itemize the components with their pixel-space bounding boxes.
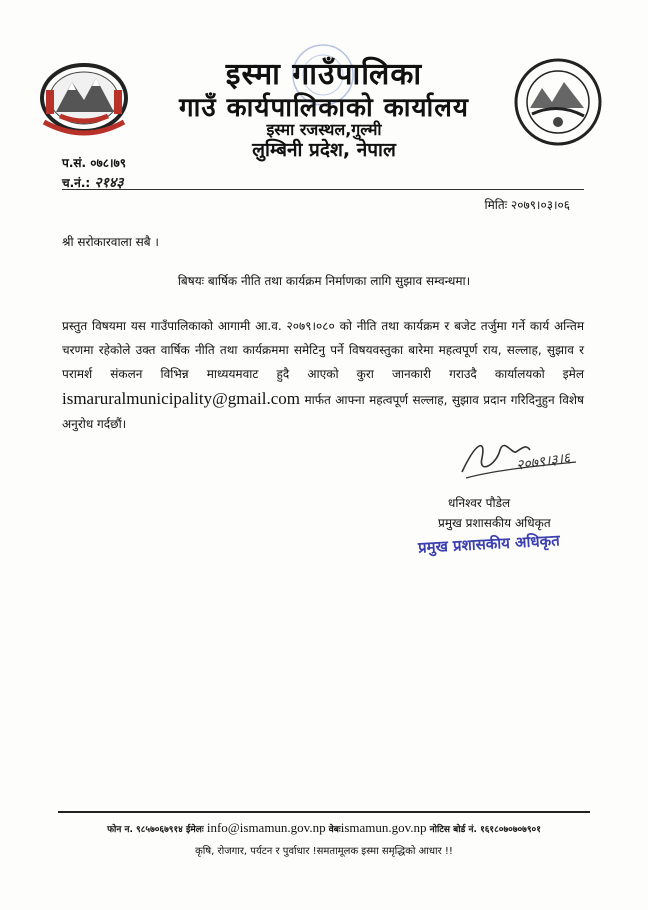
letter-date: मितिः २०७९।०३।०६ — [484, 198, 570, 212]
body-email: ismaruralmunicipality@gmail.com — [62, 388, 301, 408]
footer-slogan: कृषि, रोजगार, पर्यटन र पुर्वाधार !समतामूलक इस्मा समृद्धिको आधार !! — [195, 846, 453, 857]
phone-label: फोन न. — [107, 825, 133, 835]
municipality-name: इस्मा गाउँपालिका — [225, 57, 423, 92]
web-label: वेबः — [328, 825, 341, 835]
header-divider — [62, 189, 584, 190]
body-text: प्रस्तुत विषयमा यस गाउँपालिकाको आगामी आ.व. २०७९।०८० को नीति तथा कार्यक्रम र बजेट तर्जुमा गर्ने कार्य अन्तिम चरणमा रहेकोले उक्त वार्षिक नीति तथा कार्यक्रममा समेटिनु पर्ने विषयवस्तुका बारेमा महत्वपूर्ण राय, सल्लाह, सुझाव र परामर्श संकलन विभिन्न माध्ययमवाट हुदै आएको कुरा जानकारी गराउदै कार्यालयको इमेल — [62, 319, 584, 382]
notice-label: नोटिस बोर्ड नं. — [429, 825, 477, 835]
chalani-label: च.नं.: — [62, 176, 91, 190]
post-stamp: प्रमुख प्रशासकीय अधिकृत — [417, 531, 561, 557]
footer-divider — [58, 811, 590, 813]
body-text-end: मार्फत आफ्ना महत्वपूर्ण सल्लाह, सुझाव प्रदान गरिदिनुहुन विशेष अनुरोध गर्दछौं। — [62, 392, 584, 431]
footer-email-link[interactable]: info@ismamun.gov.np — [206, 820, 326, 835]
letter-body — [62, 314, 584, 436]
phone-number: ९८५७०६७९१४ — [136, 825, 183, 835]
notice-number: १६१८०७०७०७९०१ — [480, 825, 541, 835]
office-name: गाउँ कार्यपालिकाको कार्यालय — [179, 93, 469, 123]
chalani-value: २१४३ — [94, 175, 124, 191]
province-country: लुम्बिनी प्रदेश, नेपाल — [252, 139, 396, 161]
footer-web-link[interactable]: ismamun.gov.np — [340, 820, 427, 835]
office-address: इस्मा रजस्थल,गुल्मी — [266, 120, 382, 139]
signature-date: २०७९।३।६ — [515, 450, 572, 474]
signatory-name: धनिश्वर पौडेल — [448, 496, 511, 510]
patra-label: प.सं. — [62, 156, 87, 170]
footer-contact — [0, 820, 648, 836]
email-label: ईमेलः — [185, 825, 204, 835]
patra-sankhya — [62, 154, 126, 171]
subject-line: बिषयः बार्षिक नीति तथा कार्यक्रम निर्माणका लागि सुझाव सम्वन्धमा। — [177, 274, 471, 288]
patra-value: ०७८।७९ — [90, 156, 126, 170]
addressee: श्री सरोकारवाला सबै । — [62, 235, 159, 249]
signatory-post: प्रमुख प्रशासकीय अधिकृत — [438, 516, 551, 530]
